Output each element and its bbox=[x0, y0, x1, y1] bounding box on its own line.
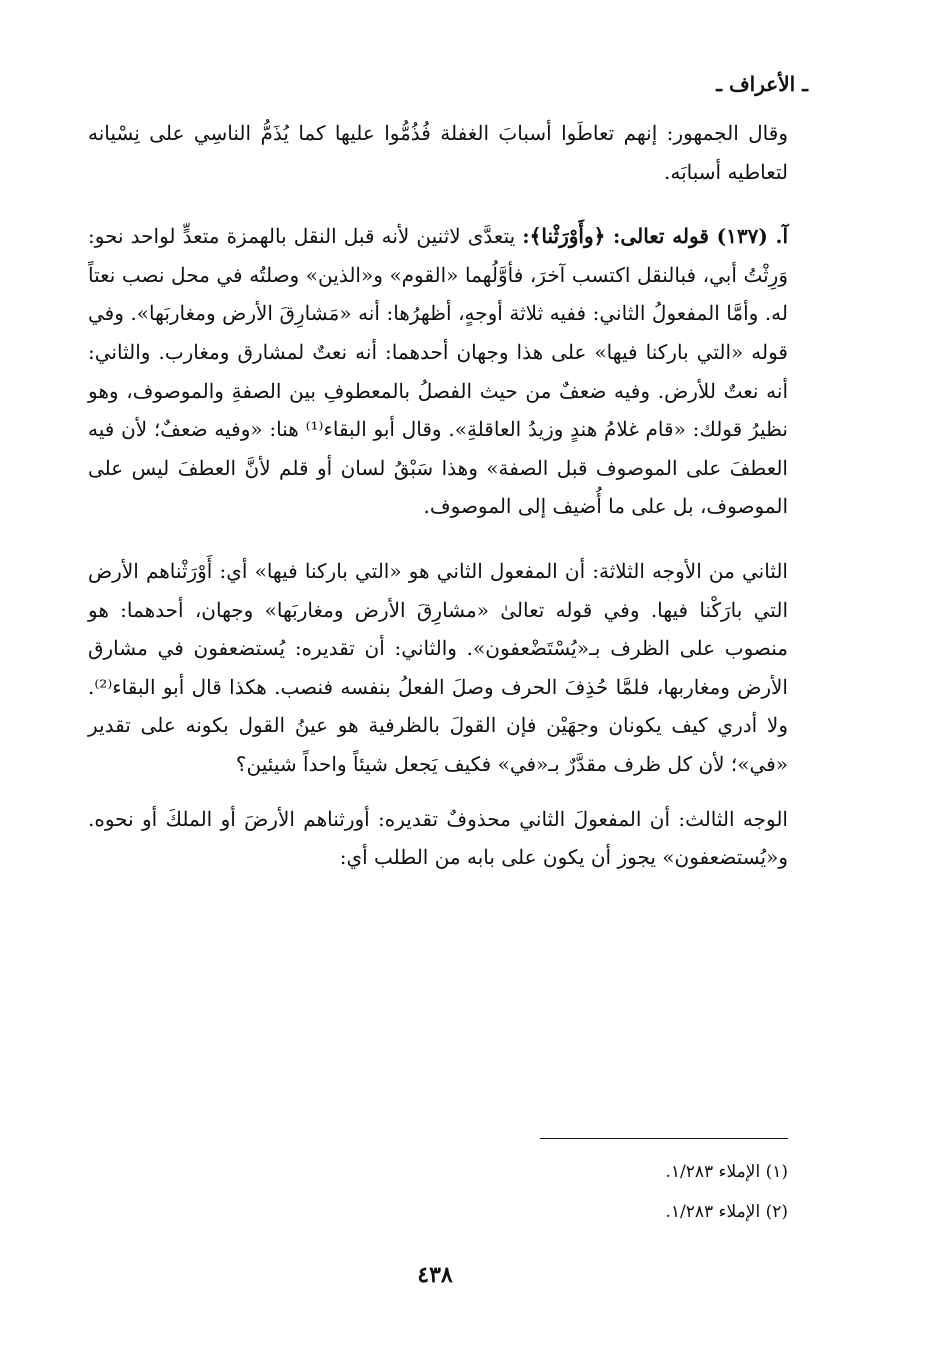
verse-heading: آ. (١٣٧) قوله تعالى: ﴿وأَوْرَثْنا﴾: bbox=[522, 224, 789, 249]
paragraph-third-aspect: الوجه الثالث: أن المفعولَ الثاني محذوفٌ تقديره: أورثناهم الأرضَ أو الملكَ أو نحوه. و«يُستضعفون» يجوز أن يكون على بابه من الطلب أي: bbox=[88, 806, 788, 870]
footnote-2: (٢) الإملاء ١/٢٨٣. bbox=[665, 1202, 788, 1222]
verse-commentary: يتعدَّى لاثنين لأنه قبل النقل بالهمزة متعدٍّ لواحد نحو: وَرِثْتُ أبي، فبالنقل اكتسب آخرَ، فأوَّلُهما «القوم» و«الذين» وصلتُه في محل نصب نعتاً له. وأمَّا المفعولُ الثاني: ففيه ثلاثة أوجهٍ، أظهرُها: أنه «مَشارِقَ الأرض ومغاربَها». وفي قوله «التي باركنا فيها» على هذا وجهان أحدهما: أنه نعتٌ لمشارق ومغارب. والثاني: أنه نعتٌ للأرض. وفيه ضعفٌ من حيث الفصلُ بالمعطوفِ بين الصفةِ والموصوف، وهو نظيرُ قولك: «قام غلامُ هندٍ وزيدُ العاقلةِ». وقال أبو البقاء⁽¹⁾ هنا: «وفيه ضعفٌ؛ لأن فيه العطفَ على الموصوف قبل الصفة» وهذا سَبْقُ لسان أو قلم لأنَّ العطفَ ليس على الموصوف، بل على ما أُضيف إلى الموصوف. bbox=[88, 224, 788, 519]
page-number bbox=[0, 1262, 946, 1288]
page-number-text: ٤٣٨ bbox=[417, 1262, 453, 1288]
footnote-1: (١) الإملاء ١/٢٨٣. bbox=[665, 1162, 788, 1182]
paragraph-second-aspect: الثاني من الأوجه الثلاثة: أن المفعول الثاني هو «التي باركنا فيها» أي: أَوْرَثْناهم الأرض التي بارَكْنا فيها. وفي قوله تعالىٰ «مشارِقَ الأرض ومغاربَها» وجهان، أحدهما: هو منصوب على الظرف بـ«يُسْتَضْعفون». والثاني: أن تقديره: يُستضعفون في مشارق الأرض ومغاربها، فلمَّا حُذِفَ الحرف وصلَ الفعلُ بنفسه فنصب. هكذا قال أبو البقاء⁽²⁾. ولا أدري كيف يكونان وجهَيْن فإن القولَ بالظرفية هو عينُ القول بكونه على تقدير «في»؛ لأن كل ظرف مقدَّرٌ بـ«في» فكيف يَجعل شيئاً واحداً شيئين؟ bbox=[88, 558, 788, 776]
running-header: ـ الأعراف ـ bbox=[716, 72, 808, 96]
footnotes bbox=[300, 1152, 788, 1232]
main-text bbox=[88, 114, 788, 877]
footnote-divider bbox=[540, 1138, 788, 1139]
paragraph-verse-137 bbox=[88, 217, 788, 526]
paragraph-intro: وقال الجمهور: إنهم تعاطَوا أسبابَ الغفلة فُذُمُّوا عليها كما يُذَمُّ الناسِي على نِسْيانه لتعاطيه أسبابَه. bbox=[88, 121, 788, 184]
